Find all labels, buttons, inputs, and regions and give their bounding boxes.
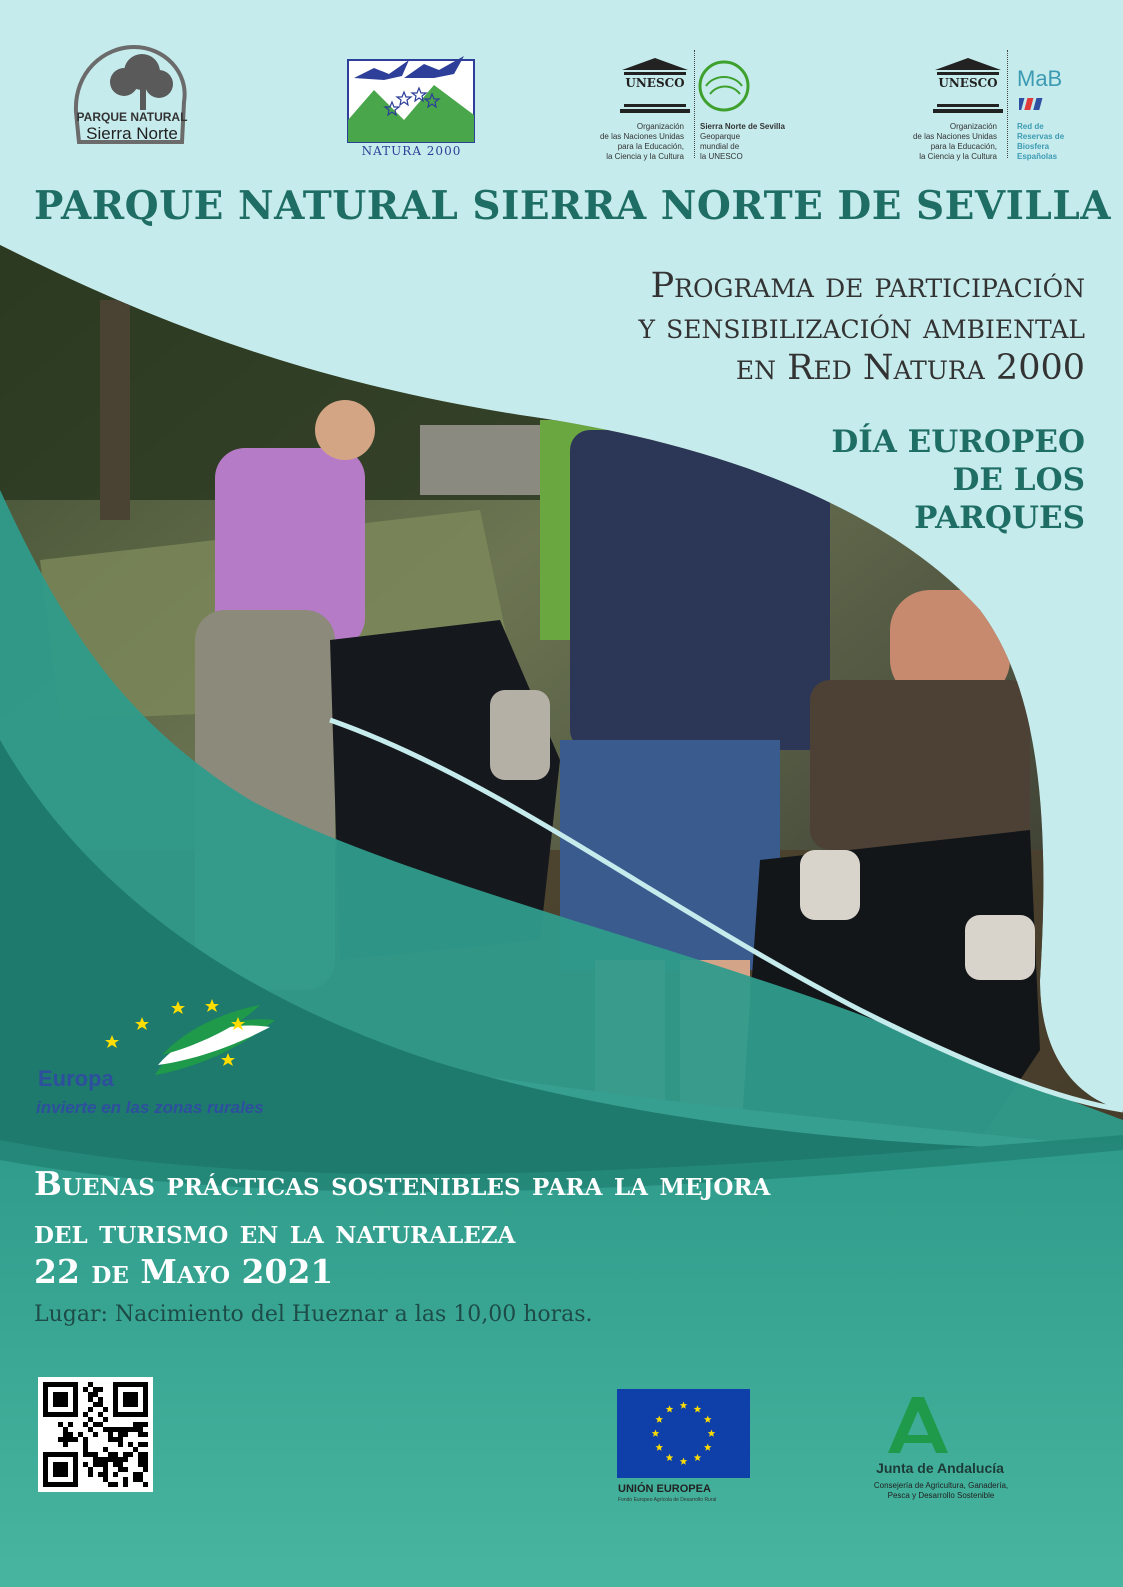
- unesco-org-line4: la Ciencia y la Cultura: [919, 152, 997, 161]
- junta-andalucia-icon: [884, 1393, 952, 1455]
- divider: [694, 50, 696, 158]
- europa-subtitle: invierte en las zonas rurales: [36, 1098, 264, 1117]
- unesco-mab-logo: [905, 50, 1090, 162]
- event-place: Lugar: Nacimiento del Hueznar a las 10,00 horas.: [34, 1302, 593, 1327]
- unesco-org-line1: Organización: [636, 122, 684, 131]
- mab-line1: Red de: [1017, 122, 1044, 131]
- eu-star-icon: [666, 1454, 674, 1461]
- mab-logo: MaB: [1017, 66, 1063, 91]
- unesco-word: UNESCO: [938, 76, 998, 90]
- day-line3: PARQUES: [914, 500, 1085, 536]
- program-line2: y sensibilización ambiental: [638, 307, 1085, 347]
- day-heading: [831, 423, 1085, 537]
- unesco-word: UNESCO: [625, 76, 685, 90]
- europa-word: Europa: [38, 1066, 114, 1091]
- eu-star-icon: [666, 1405, 674, 1412]
- unesco-org-line2: de las Naciones Unidas: [912, 132, 997, 141]
- eu-label: UNIÓN EUROPEA: [618, 1483, 711, 1495]
- unesco-org-line2: de las Naciones Unidas: [599, 132, 684, 141]
- eu-star-icon: [655, 1416, 663, 1423]
- unesco-org-line4: la Ciencia y la Cultura: [606, 152, 684, 161]
- junta-sub-line2: Pesca y Desarrollo Sostenible: [887, 1491, 995, 1500]
- natura-birds-icon: [344, 50, 479, 145]
- geopark-line3: mundial de: [700, 142, 740, 151]
- geopark-line1: Sierra Norte de Sevilla: [700, 122, 785, 131]
- mab-line2: Reservas de: [1017, 132, 1065, 141]
- eu-flag: [617, 1389, 750, 1478]
- junta-label: Junta de Andalucía: [876, 1460, 1004, 1476]
- junta-sublabel: [826, 1481, 1056, 1501]
- day-line2: DE LOS: [952, 462, 1085, 498]
- parque-logo-line1: PARQUE NATURAL: [76, 110, 188, 124]
- event-date: 22 de Mayo 2021: [34, 1252, 334, 1291]
- event-line1: Buenas prácticas sostenibles para la mejora: [34, 1164, 771, 1203]
- unesco-org-line1: Organización: [949, 122, 997, 131]
- eu-star-icon: [694, 1405, 702, 1412]
- parque-natural-logo: [64, 42, 194, 154]
- junta-sub-line1: Consejería de Agricultura, Ganadería,: [873, 1481, 1009, 1490]
- qr-pattern: [38, 1377, 153, 1492]
- qr-code[interactable]: [38, 1377, 153, 1492]
- event-line2: del turismo en la naturaleza: [34, 1212, 516, 1251]
- day-line1: DÍA EUROPEO: [831, 424, 1085, 460]
- natura-label: NATURA 2000: [361, 144, 462, 158]
- eu-star-icon: [708, 1430, 716, 1437]
- eu-star-icon: [652, 1430, 660, 1437]
- eu-stars-icon: [617, 1389, 750, 1478]
- natura-2000-logo: [344, 50, 479, 162]
- mab-line4: Españolas: [1017, 152, 1058, 161]
- mab-line3: Biosfera: [1017, 142, 1050, 151]
- europa-invierte-logo: [100, 995, 280, 1090]
- eu-star-icon: [704, 1416, 712, 1423]
- unesco-org-line3: para la Educación,: [617, 142, 684, 151]
- eu-star-icon: [680, 1458, 688, 1465]
- page-title: PARQUE NATURAL SIERRA NORTE DE SEVILLA: [34, 183, 1112, 229]
- eu-star-icon: [694, 1454, 702, 1461]
- program-line3: en Red Natura 2000: [735, 348, 1085, 388]
- eu-star-icon: [680, 1402, 688, 1409]
- eu-star-icon: [704, 1444, 712, 1451]
- eu-star-icon: [655, 1444, 663, 1451]
- program-line1: Programa de participación: [650, 266, 1085, 306]
- divider: [1007, 50, 1009, 158]
- program-text: [638, 266, 1085, 389]
- parque-logo-line2: Sierra Norte: [86, 124, 178, 143]
- unesco-geoparque-logo: [592, 50, 802, 162]
- geopark-line4: la UNESCO: [700, 152, 743, 161]
- geopark-line2: Geoparque: [700, 132, 741, 141]
- unesco-org-line3: para la Educación,: [930, 142, 997, 151]
- geoparque-globe-icon: [698, 60, 750, 112]
- event-title: [34, 1160, 770, 1256]
- eu-sublabel: Fondo Europeo Agrícola de Desarrollo Rural: [618, 1497, 717, 1503]
- mab-flag-icon: [1019, 96, 1049, 110]
